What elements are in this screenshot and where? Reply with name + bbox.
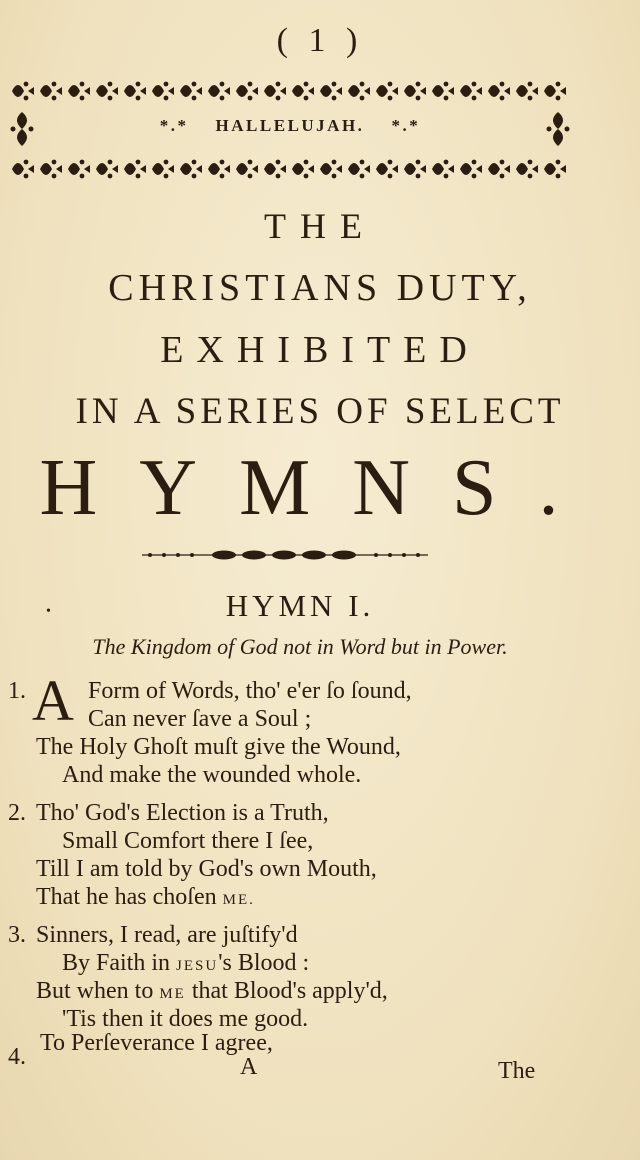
verse-2-line-4 <box>36 884 255 911</box>
title-line-1: THE <box>264 206 376 246</box>
verse-number-2: 2. <box>8 800 26 826</box>
catchword-next: The <box>498 1058 536 1084</box>
hymn-subtitle: The Kingdom of God not in Word but in Power. <box>92 634 508 659</box>
verse-3-line-4: 'Tis then it does me good. <box>62 1006 309 1032</box>
verse-1-line-1: Form of Words, tho' e'er ſo ſound, <box>88 678 412 704</box>
verse-number-4: 4. <box>8 1044 26 1070</box>
title-line-3: EXHIBITED <box>160 329 480 371</box>
ornament-band-bottom <box>8 152 572 186</box>
ink-dot: • <box>46 604 51 619</box>
verse-3-line-2-pre: By Faith in <box>62 950 171 976</box>
verse-1-line-4: And make the wounded whole. <box>62 762 362 788</box>
banner-stars-left: *.* <box>159 116 189 135</box>
verse-2-line-3: Till I am told by God's own Mouth, <box>36 856 377 882</box>
verse-3-line-1: Sinners, I read, are juſtify'd <box>36 922 298 948</box>
hallelujah-banner <box>8 116 572 136</box>
fleuron-border-bottom-icon <box>8 152 572 186</box>
verse-3-line-3-pre: But when to <box>36 978 154 1004</box>
verse-2-line-4-text: That he has choſen <box>36 884 217 910</box>
hallelujah-label: HALLELUJAH. <box>215 116 365 135</box>
ornament-band-top <box>8 74 572 108</box>
fleuron-border-top-icon <box>8 74 572 108</box>
fleuron-right-icon <box>544 108 572 150</box>
verse-3-line-2-post: 's Blood : <box>218 950 310 976</box>
verse-3-smallcaps-jesu: JESU <box>176 958 219 974</box>
banner-stars-right: *.* <box>391 116 421 135</box>
hymn-title: HYMN I. <box>225 588 375 623</box>
drop-cap: A <box>32 668 74 733</box>
verse-3-line-3 <box>36 978 388 1005</box>
title-line-5: HYMNS. <box>39 444 601 532</box>
verse-2-line-1: Tho' God's Election is a Truth, <box>36 800 329 826</box>
verse-1-line-3: The Holy Ghoſt muſt give the Wound, <box>36 734 401 760</box>
verse-number-1: 1. <box>8 678 26 704</box>
hallelujah-row <box>8 108 572 150</box>
title-line-4: IN A SERIES OF SELECT <box>75 391 565 432</box>
page-number: ( 1 ) <box>276 22 364 59</box>
verse-2-smallcaps-me: ME. <box>222 892 255 908</box>
verse-1-line-2: Can never ſave a Soul ; <box>88 706 312 732</box>
title-line-2: CHRISTIANS DUTY, <box>108 267 532 309</box>
ornamental-divider-icon <box>140 546 430 564</box>
verse-3-line-2 <box>62 950 309 977</box>
verse-4-line-1: To Perſeverance I agree, <box>40 1030 273 1056</box>
verse-2-line-2: Small Comfort there I ſee, <box>62 828 314 854</box>
verse-3-smallcaps-me: ME <box>159 986 186 1002</box>
signature-mark: A <box>240 1054 258 1080</box>
verse-number-3: 3. <box>8 922 26 948</box>
verse-3-line-3-post: that Blood's apply'd, <box>191 978 388 1004</box>
